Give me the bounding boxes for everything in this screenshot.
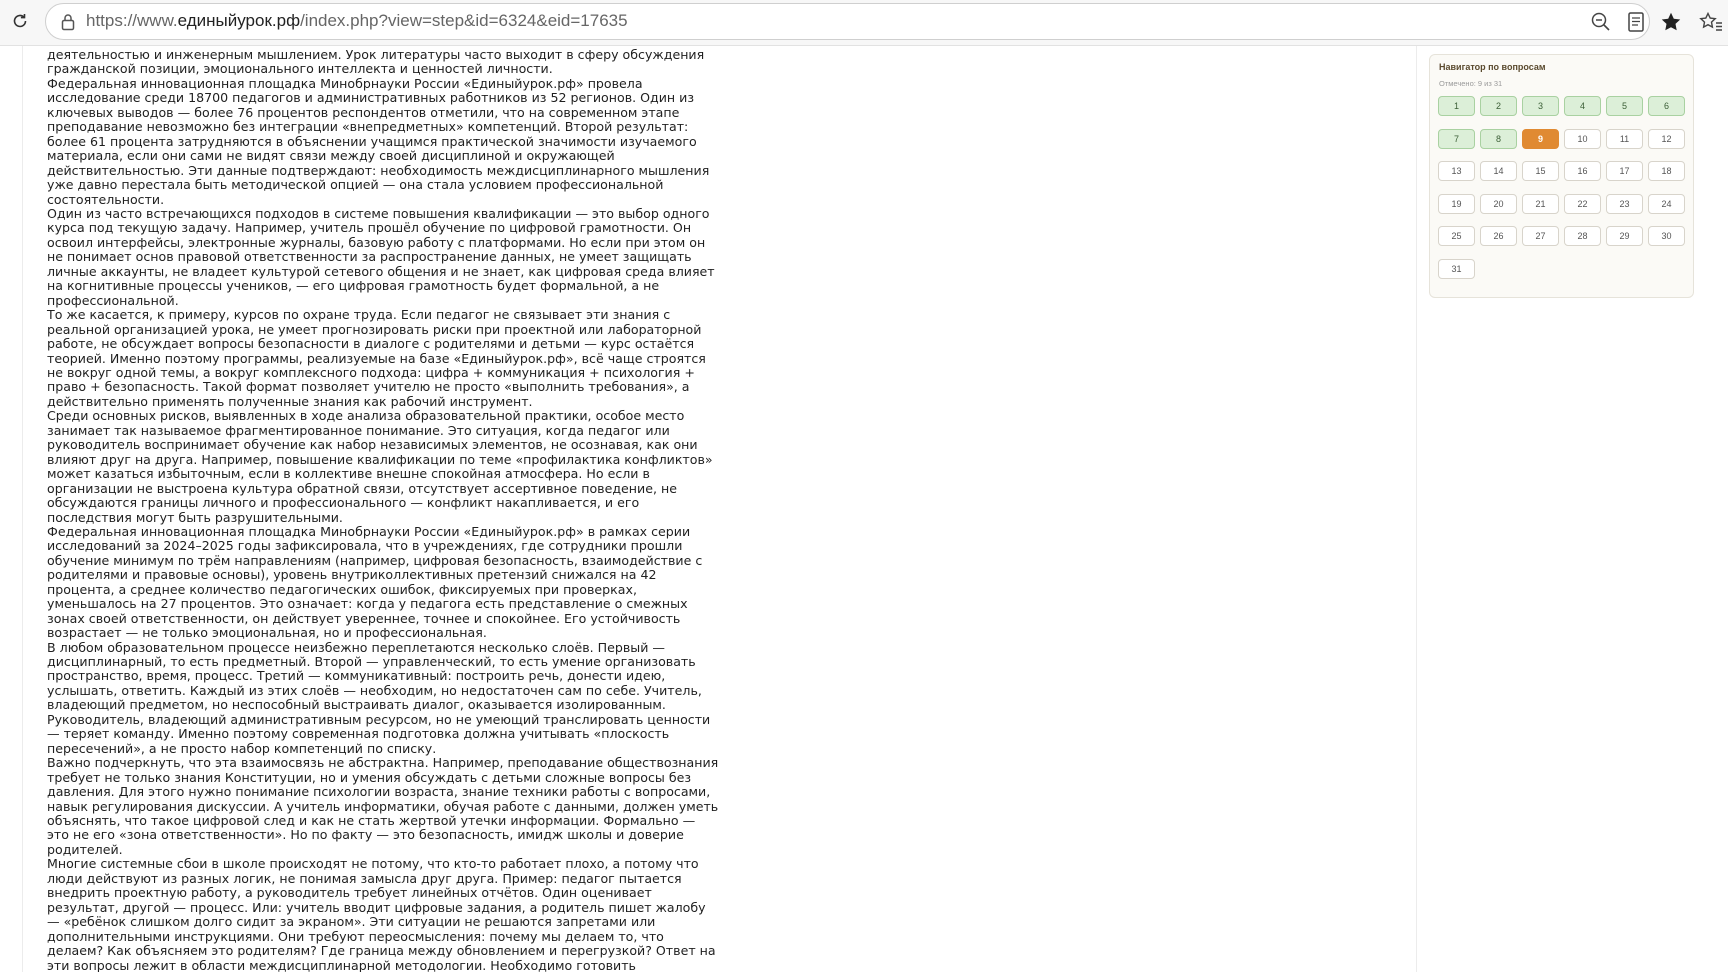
article-paragraph: Федеральная инновационная площадка Минобрнауки России «Единыйурок.рф» провела исследование среди 18700 педагогов и административных работников из 52 регионов. Один из ключевых выводов — более 76 процентов респондентов отметили, что на современном этапе преподавание невозможно без интеграции «внепредметных» компетенций. Второй результат: более 61 процента затрудняются в объяснении учащимся практической значимости изучаемого материала, если они сами не видят связи между своей дисциплиной и окружающей действительностью. Эти данные подтверждают: необходимость междисциплинарного мышления уже давно перестала быть методической опцией — она стала условием профессиональной состоятельности. [47, 75, 710, 207]
question-button-4[interactable]: 4 [1564, 96, 1601, 116]
navigator-title: Навигатор по вопросам [1439, 62, 1546, 72]
question-button-23[interactable]: 23 [1606, 194, 1643, 214]
question-button-10[interactable]: 10 [1564, 129, 1601, 149]
question-button-14[interactable]: 14 [1480, 161, 1517, 181]
question-button-30[interactable]: 30 [1648, 226, 1685, 246]
question-button-19[interactable]: 19 [1438, 194, 1475, 214]
question-button-9[interactable]: 9 [1522, 129, 1559, 149]
question-button-22[interactable]: 22 [1564, 194, 1601, 214]
question-button-15[interactable]: 15 [1522, 161, 1559, 181]
reader-mode-icon[interactable] [1623, 9, 1649, 35]
question-button-26[interactable]: 26 [1480, 226, 1517, 246]
question-button-20[interactable]: 20 [1480, 194, 1517, 214]
url-path: /index.php?view=step&id=6324&eid=17635 [300, 11, 628, 30]
question-button-6[interactable]: 6 [1648, 96, 1685, 116]
question-button-3[interactable]: 3 [1522, 96, 1559, 116]
question-button-13[interactable]: 13 [1438, 161, 1475, 181]
question-button-29[interactable]: 29 [1606, 226, 1643, 246]
url-text[interactable] [86, 11, 628, 31]
question-button-27[interactable]: 27 [1522, 226, 1559, 246]
question-button-5[interactable]: 5 [1606, 96, 1643, 116]
question-button-25[interactable]: 25 [1438, 226, 1475, 246]
question-navigator [1429, 54, 1694, 298]
page-content [22, 46, 1417, 972]
question-button-28[interactable]: 28 [1564, 226, 1601, 246]
question-button-31[interactable]: 31 [1438, 259, 1475, 279]
article-paragraph: Федеральная инновационная площадка Минобрнауки России «Единыйурок.рф» в рамках серии исследований за 2024–2025 годы зафиксировала, что в учреждениях, где сотрудники прошли обучение минимум по трём направлениям (например, цифровая безопасность, взаимодействие с родителями и правовые основы), уровень внутриколлективных претензий снижался на 42 процента, а среднее количество педагогических ошибок, фиксируемых при проверках, уменьшалось на 27 процентов. Это означает: когда у педагога есть представление о смежных зонах своей ответственности, он действует увереннее, точнее и спокойнее. Его устойчивость возрастает — не только эмоциональная, но и профессиональная. [47, 523, 703, 641]
question-button-18[interactable]: 18 [1648, 161, 1685, 181]
question-button-7[interactable]: 7 [1438, 129, 1475, 149]
favorites-icon[interactable] [1698, 9, 1724, 35]
question-button-17[interactable]: 17 [1606, 161, 1643, 181]
article-paragraph: Важно подчеркнуть, что эта взаимосвязь не абстрактна. Например, преподавание обществознания требует не только знания Конституции, но и умения обсуждать с детьми сложные вопросы без давления. Для этого нужно понимание психологии возраста, знание техники работы с вопросами, навык регулирования дискуссии. А учитель информатики, обучая работе с данными, должен уметь объяснять, что такое цифровой след и как не стать жертвой утечки информации. Формально — это не его «зона ответственности». Но по факту — это безопасность, имидж школы и доверие родителей. [47, 755, 719, 857]
article-body [47, 48, 719, 972]
article-paragraph: Один из часто встречающихся подходов в системе повышения квалификации — это выбор одного курса под текущую задачу. Например, учитель прошёл обучение по цифровой грамотности. Он освоил интерфейсы, электронные журналы, базовую работу с платформами. Но если при этом он не понимает основ правовой ответственности за распространение данных, не умеет защищать личные аккаунты, не владеет культурой сетевого общения и не знает, как цифровая среда влияет на когнитивные процессы учеников, — его цифровая грамотность будет формальной, а не профессиональной. [47, 205, 715, 308]
article-paragraph: Многие системные сбои в школе происходят не потому, что кто-то работает плохо, а потому что люди действуют из разных логик, не понимая замысла друг друга. Пример: педагог пытается внедрить проектную работу, а руководитель требует линейных отчётов. Один оценивает результат, другой — процесс. Или: учитель вводит цифровые задания, а родитель пишет жалобу — «ребёнок слишком долго сидит за экраном». Эти ситуации не решаются запретами или дополнительными инструкциями. Они требуют переосмысления: почему мы делаем то, что делаем? Как объясняем это родителям? Где граница между обновлением и перегрузкой? Ответ на эти вопросы лежит в области междисциплинарной методологии. Необходимо готовить [47, 856, 716, 972]
url-domain: единыйурок.рф [177, 11, 301, 30]
article-paragraph: деятельностью и инженерным мышлением. Урок литературы часто выходит в сферу обсуждения гражданской позиции, эмоционального интеллекта и ценностей личности. [47, 47, 705, 77]
url-prefix: https://www. [86, 11, 178, 30]
navigator-progress: Отмечено: 9 из 31 [1439, 79, 1503, 88]
question-button-12[interactable]: 12 [1648, 129, 1685, 149]
question-button-1[interactable]: 1 [1438, 96, 1475, 116]
question-button-21[interactable]: 21 [1522, 194, 1559, 214]
zoom-out-icon[interactable] [1588, 9, 1614, 35]
article-paragraph: То же касается, к примеру, курсов по охране труда. Если педагог не связывает эти знания с реальной организацией урока, не умеет прогнозировать риски при проектной или лабораторной работе, не обсуждает вопросы безопасности в диалоге с родителями и детьми — курс остаётся теорией. Именно поэтому программы, реализуемые на базе «Единыйурок.рф», всё чаще строятся не вокруг одной темы, а вокруг комплексного подхода: цифра + коммуникация + психология + право + безопасность. Такой формат позволяет учителю не просто «выполнить требования», а действительно применять полученные знания как рабочий инструмент. [47, 307, 706, 409]
question-button-24[interactable]: 24 [1648, 194, 1685, 214]
question-button-11[interactable]: 11 [1606, 129, 1643, 149]
lock-icon[interactable] [58, 12, 78, 32]
question-button-2[interactable]: 2 [1480, 96, 1517, 116]
article-paragraph: Среди основных рисков, выявленных в ходе анализа образовательной практики, особое место занимает так называемое фрагментированное понимание. Это ситуация, когда педагог или руководитель воспринимает обучение как набор независимых элементов, не осознавая, как они влияют друг на друга. Например, повышение квалификации по теме «профилактика конфликтов» может казаться избыточным, если в коллективе внешне спокойная атмосфера. Но если в организации не выстроена культура обратной связи, отсутствует ассертивное поведение, не обсуждаются границы личного и профессионального — конфликт накапливается, и его последствия могут быть разрушительными. [47, 408, 713, 525]
address-bar[interactable] [45, 3, 1650, 40]
question-button-16[interactable]: 16 [1564, 161, 1601, 181]
article-paragraph: В любом образовательном процессе неизбежно переплетаются несколько слоёв. Первый — дисциплинарный, то есть предметный. Второй — управленческий, то есть умение организовать пространство, время, процесс. Третий — коммуникативный: построить речь, донести идею, услышать, ответить. Каждый из этих слоёв — необходим, но недостаточен сам по себе. Учитель, владеющий предметом, но неспособный выстраивать диалог, оказывается изолированным. Руководитель, владеющий административным ресурсом, но не умеющий транслировать ценности — теряет команду. Именно поэтому современная подготовка должна учитывать «плоскость пересечений», а не просто набор компетенций по списку. [47, 639, 711, 756]
browser-toolbar [0, 0, 1728, 46]
reload-icon[interactable] [8, 9, 32, 33]
question-button-8[interactable]: 8 [1480, 129, 1517, 149]
star-icon[interactable] [1658, 9, 1684, 35]
